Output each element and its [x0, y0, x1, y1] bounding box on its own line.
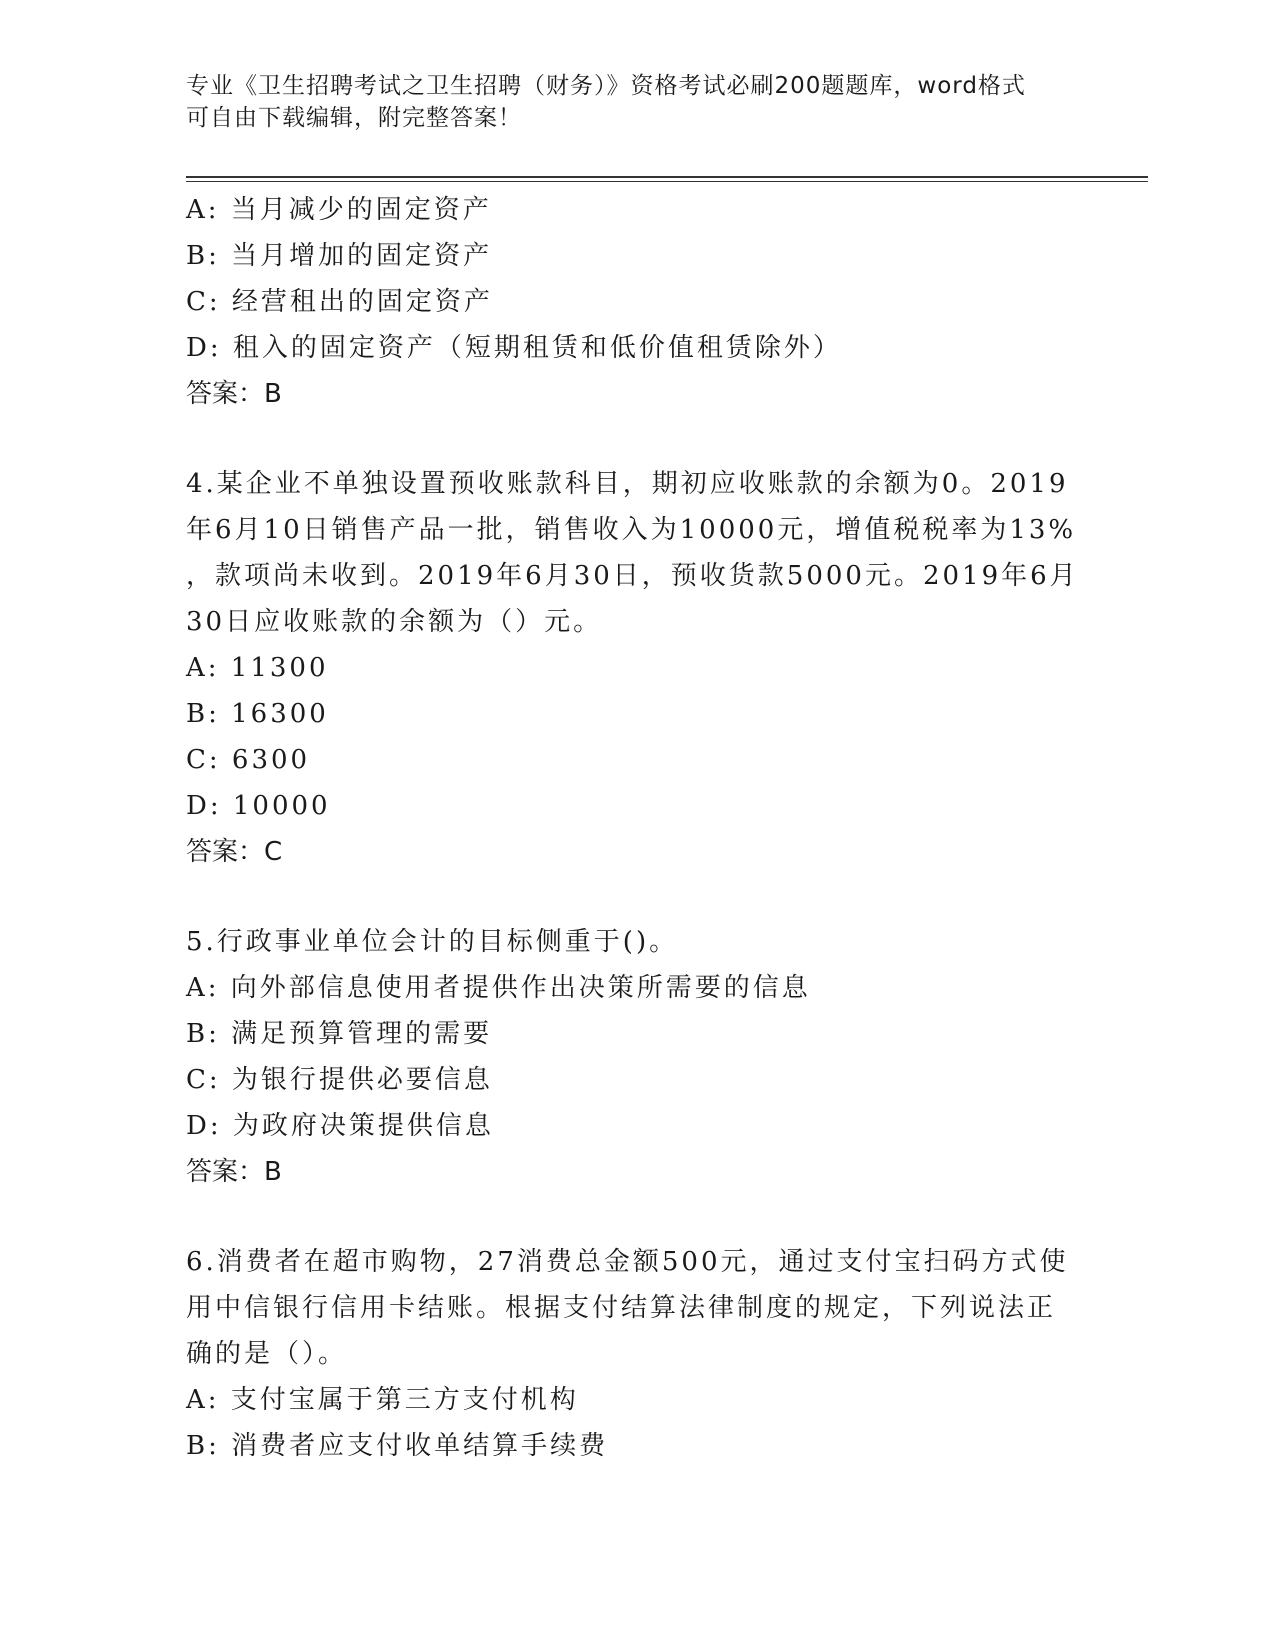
option-c: C: 经营租出的固定资产	[186, 287, 493, 317]
question-5	[186, 919, 1086, 1195]
option-d: D: 租入的固定资产（短期租赁和低价值租赁除外）	[186, 333, 842, 363]
question-text-line: 6.消费者在超市购物，27消费总金额500元，通过支付宝扫码方式使	[186, 1247, 1069, 1277]
option-c: C: 6300	[186, 745, 311, 775]
option-b: B: 满足预算管理的需要	[186, 1019, 493, 1049]
question-6	[186, 1239, 1086, 1469]
document-header	[186, 70, 1086, 134]
question-text-line: 4.某企业不单独设置预收账款科目，期初应收账款的余额为0。2019	[186, 469, 1069, 499]
question-4	[186, 461, 1086, 875]
answer: 答案：B	[186, 1157, 282, 1187]
option-d: D: 为政府决策提供信息	[186, 1111, 494, 1141]
header-line-1: 专业《卫生招聘考试之卫生招聘（财务）》资格考试必刷200题题库，word格式	[186, 73, 1026, 99]
header-divider-thick	[186, 176, 1148, 178]
option-a: A: 向外部信息使用者提供作出决策所需要的信息	[186, 973, 811, 1003]
option-b: B: 当月增加的固定资产	[186, 241, 493, 271]
spacer	[186, 1195, 1086, 1239]
option-a: A: 11300	[186, 653, 329, 683]
answer: 答案：C	[186, 837, 283, 867]
question-text-line: 年6月10日销售产品一批，销售收入为10000元，增值税税率为13%	[186, 515, 1077, 545]
question-text-line: 用中信银行信用卡结账。根据支付结算法律制度的规定，下列说法正	[186, 1293, 1057, 1323]
option-c: C: 为银行提供必要信息	[186, 1065, 493, 1095]
question-text-line: ，款项尚未收到。2019年6月30日，预收货款5000元。2019年6月	[186, 561, 1079, 591]
header-line-2: 可自由下载编辑，附完整答案！	[186, 105, 522, 131]
option-a: A: 当月减少的固定资产	[186, 195, 492, 225]
option-b: B: 消费者应支付收单结算手续费	[186, 1431, 609, 1461]
question-text-line: 确的是（）。	[186, 1339, 348, 1369]
spacer	[186, 875, 1086, 919]
question-text-line: 5.行政事业单位会计的目标侧重于()。	[186, 927, 679, 957]
question-text-line: 30日应收账款的余额为（）元。	[186, 607, 603, 637]
option-b: B: 16300	[186, 699, 329, 729]
spacer	[186, 417, 1086, 461]
option-d: D: 10000	[186, 791, 331, 821]
answer: 答案：B	[186, 379, 282, 409]
header-divider-thin	[186, 181, 1148, 182]
question-3	[186, 187, 1086, 417]
question-content	[186, 187, 1086, 1469]
option-a: A: 支付宝属于第三方支付机构	[186, 1385, 579, 1415]
